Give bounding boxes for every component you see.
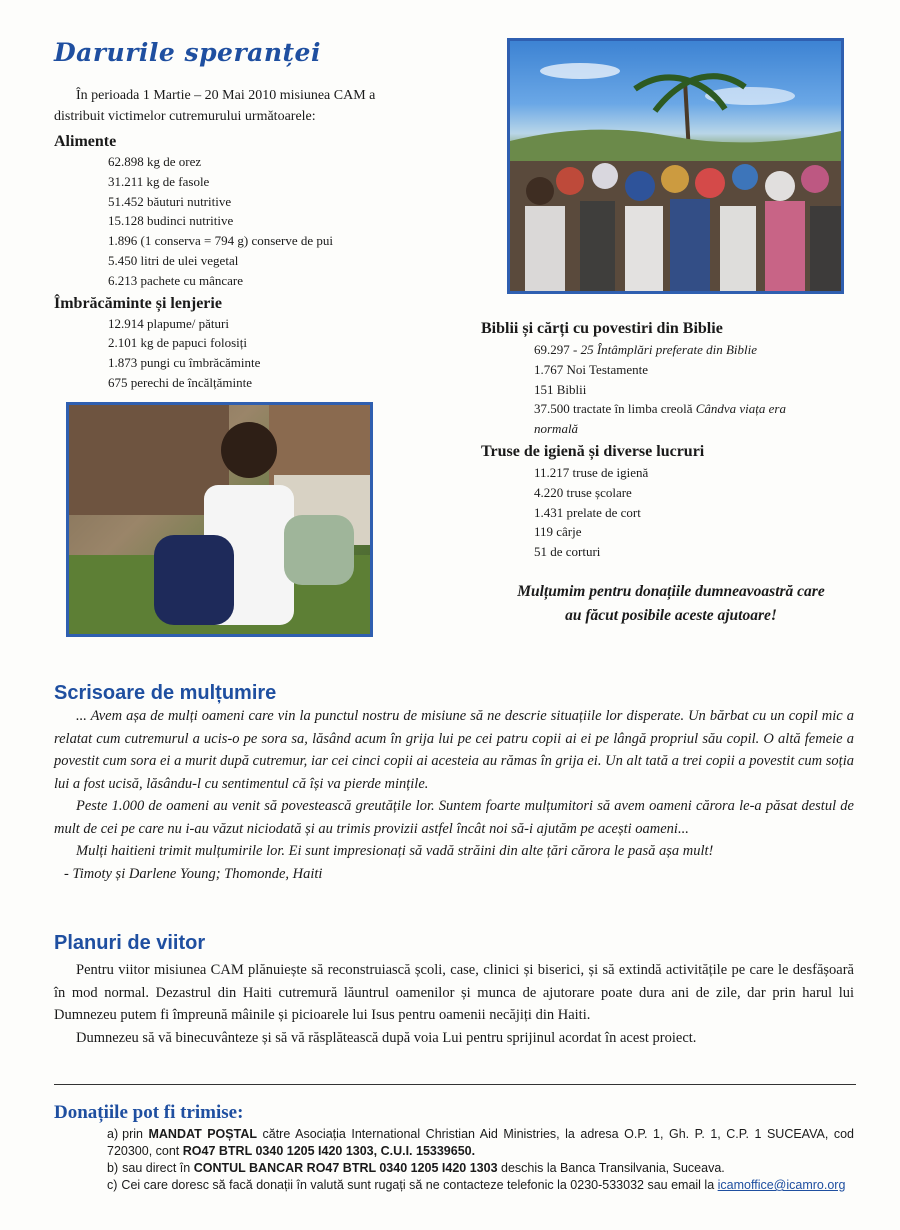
list-item: 15.128 budinci nutritive	[108, 213, 234, 229]
method-bold: MANDAT POȘTAL	[148, 1127, 257, 1141]
list-item: 6.213 pachete cu mâncare	[108, 272, 243, 288]
list-item: 1.873 pungi cu îmbrăcăminte	[108, 355, 261, 371]
gifts-left-column	[54, 85, 434, 393]
child-photo-illustration	[69, 405, 370, 634]
method-text: Cei care doresc să facă donații în valută sunt rugați să ne contacteze telefonic la 0230-533032 sau email la	[121, 1178, 718, 1192]
list-item: 4.220 truse școlare	[534, 484, 632, 500]
list-item: 5.450 litri de ulei vegetal	[108, 252, 239, 268]
list-item	[481, 340, 861, 360]
list-item: 1.896 (1 conserva = 794 g) conserve de pui	[108, 233, 334, 249]
page-title: Darurile speranței	[54, 38, 321, 67]
letter-signature: - Timoty și Darlene Young; Thomonde, Haiti	[64, 865, 323, 882]
book-title: 25 Întâmplări preferate din Biblie	[580, 342, 758, 357]
list-marker: a)	[107, 1127, 119, 1141]
list-item: 119 cârje	[534, 524, 582, 540]
donation-method-bank	[54, 1160, 854, 1177]
account-details: RO47 BTRL 0340 1205 I420 1303, C.U.I. 15339650.	[182, 1144, 476, 1158]
letter-paragraph: Mulți haitieni trimit mulțumirile lor. Ei sunt impresionați să vadă străini din alte țări cărora le pasă așa mult!	[76, 843, 714, 859]
intro-line-1: În perioada 1 Martie – 20 Mai 2010 misiunea CAM a	[76, 88, 376, 103]
list-item: 51.452 băuturi nutritive	[108, 193, 232, 209]
bank-account: CONTUL BANCAR RO47 BTRL 0340 1205 I420 1303	[193, 1161, 498, 1175]
list-item-continuation	[481, 419, 861, 439]
gifts-right-column	[481, 318, 861, 562]
plans-paragraph: Dumnezeu să vă binecuvânteze și să vă răsplătească după voia Lui pentru sprijinul acordat în acest proiect.	[76, 1029, 697, 1046]
future-plans	[54, 932, 854, 1049]
section-divider	[54, 1084, 856, 1085]
letter-paragraph: ... Avem așa de mulți oameni care vin la punctul nostru de misiune să ne descrie situațiile lor disperate. Un bărbat cu un copil mic a relatat cum cutremurul a ucis-o pe sora sa, lăsând acum în grija lui pe cei patru copii ai ei pe lângă propriul său copil. O altă femeie a povestit cum sora ei a murit după cutremur, iar cei cinci copii ai acesteia au rămas în grija ei. Un alt tată a trei copii a povestit cum soția lui a fost ucisă, lăsându-l cu sentimentul că își va pierde mințile.	[54, 708, 854, 792]
letter-paragraph: Peste 1.000 de oameni au venit să povestească greutățile lor. Suntem foarte mulțumitori să avem oameni cărora le-a păsat destul de mult de cei pe care nu i-au văzut niciodată și au trimis provizii astfel încât noi să-i ajutăm pe acești oameni...	[54, 798, 854, 837]
plans-title: Planuri de viitor	[54, 932, 206, 954]
thank-you-letter	[54, 682, 854, 885]
category-heading-bibles: Biblii și cărți cu povestiri din Biblie	[481, 320, 723, 337]
method-text: sau direct în	[122, 1161, 194, 1175]
list-item: 1.431 prelate de cort	[534, 504, 641, 520]
thanks-line-2: au făcut posibile aceste ajutoare!	[565, 607, 777, 624]
thanks-message	[480, 580, 862, 628]
list-item: 1.767 Noi Testamente	[534, 361, 649, 377]
food-list	[54, 152, 434, 291]
clothing-list	[54, 314, 434, 393]
method-text: către Asociația International Christian Aid Ministries, la adresa O.P. 1, Gh. P. 1, C.P. 1 SUCEAVA, cod 720300, cont	[107, 1127, 854, 1158]
crowd-photo	[507, 38, 844, 294]
donation-methods-list	[54, 1126, 854, 1194]
category-heading-food: Alimente	[54, 133, 117, 150]
donations-info	[54, 1102, 854, 1194]
list-marker: c)	[107, 1178, 118, 1192]
donation-method-foreign	[54, 1177, 854, 1194]
letter-title: Scrisoare de mulțumire	[54, 682, 277, 704]
list-item: 675 perechi de încălțăminte	[108, 374, 253, 390]
list-item: 51 de corturi	[534, 544, 601, 560]
donations-title: Donațiile pot fi trimise:	[54, 1102, 244, 1123]
method-text: prin	[122, 1127, 149, 1141]
list-item: 11.217 truse de igienă	[534, 464, 649, 480]
list-item: 31.211 kg de fasole	[108, 173, 210, 189]
list-item	[481, 399, 861, 419]
bibles-list	[481, 340, 861, 439]
method-text: deschis la Banca Transilvania, Suceava.	[497, 1161, 725, 1175]
email-link[interactable]: icamoffice@icamro.org	[717, 1178, 846, 1192]
list-item: 62.898 kg de orez	[108, 154, 202, 169]
crowd-photo-illustration	[510, 41, 841, 291]
list-item: 2.101 kg de papuci folosiți	[108, 335, 248, 351]
tract-title-cont: normală	[534, 421, 579, 437]
tract-title: Cândva viața era	[695, 401, 786, 417]
thanks-line-1: Mulțumim pentru donațiile dumneavoastră care	[517, 583, 825, 600]
list-item: 12.914 plapume/ pături	[108, 315, 229, 331]
intro-line-2: distribuit victimelor cutremurului următoarele:	[54, 109, 316, 124]
category-heading-clothing: Îmbrăcăminte și lenjerie	[54, 294, 222, 312]
donation-method-postal	[54, 1126, 854, 1160]
list-marker: b)	[107, 1161, 119, 1175]
plans-paragraph: Pentru viitor misiunea CAM plănuiește să reconstruiască școli, case, clinici și biserici, și să extindă activitățile pe care le desfășoară în mod normal. Dezastrul din Haiti cutremură lăuntrul oamenilor și munca de ajutorare poate dura ani de zile, dar prin harul lui Dumnezeu putem fi împreună mâinile și picioarele lui Isus pentru oamenii necăjiți din Haiti.	[54, 962, 854, 1023]
list-item: 151 Biblii	[534, 381, 587, 397]
category-heading-hygiene: Truse de igienă și diverse lucruri	[481, 442, 705, 460]
list-item-number: 69.297 -	[534, 342, 581, 357]
child-photo	[66, 402, 373, 637]
hygiene-list	[481, 463, 861, 562]
list-item-text: 37.500 tractate în limba creolă	[534, 401, 696, 417]
